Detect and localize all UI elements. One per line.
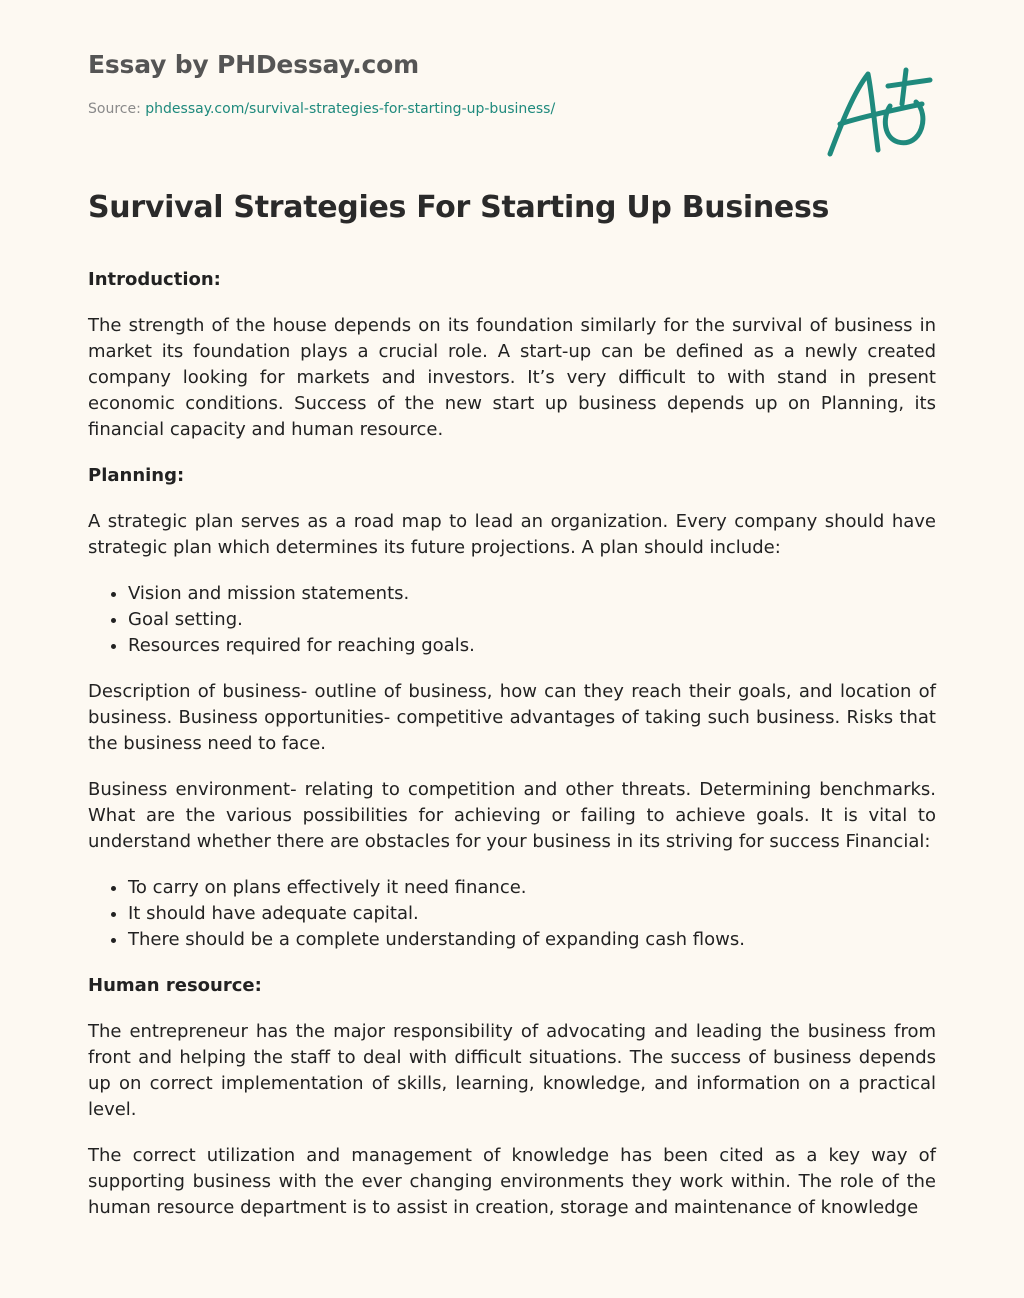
list-item: • There should be a complete understanding of expanding cash flows. <box>128 927 936 953</box>
list-item: • It should have adequate capital. <box>128 901 936 927</box>
heading-human-resource: Human resource: <box>88 975 262 996</box>
a-plus-logo-icon <box>818 62 938 167</box>
paragraph-planning-2: Description of business- outline of business, how can they reach their goals, and location of business. Business opportunities- competitive advantages of taking such business. Risks that the business need to face. <box>88 681 936 754</box>
paragraph-hr-2: The correct utilization and management of knowledge has been cited as a key way of supporting business with the ever changing environments they work within. The role of the human resource department is to assist in creation, storage and maintenance of knowledge <box>88 1145 936 1218</box>
paragraph-hr-1: The entrepreneur has the major responsibility of advocating and leading the business from front and helping the staff to deal with difficult situations. The success of business depends up on correct implementation of skills, learning, knowledge, and information on a practical level. <box>88 1021 936 1120</box>
source-label: Source: <box>88 101 146 117</box>
list-item: • To carry on plans effectively it need finance. <box>128 875 936 901</box>
paragraph-planning-1: A strategic plan serves as a road map to lead an organization. Every company should have strategic plan which determines its future projections. A plan should include: <box>88 511 936 558</box>
plan-list <box>88 581 936 659</box>
paragraph-intro: The strength of the house depends on its foundation similarly for the survival of business in market its foundation plays a crucial role. A start-up can be defined as a newly created company looking for markets and investors. It’s very difficult to with stand in present economic conditions. Success of the new start up business depends up on Planning, its financial capacity and human resource. <box>88 315 936 440</box>
essay-body <box>88 267 936 1241</box>
source-line <box>88 101 555 117</box>
heading-planning: Planning: <box>88 465 185 486</box>
finance-list <box>88 875 936 953</box>
list-item: • Goal setting. <box>128 607 936 633</box>
essay-title: Survival Strategies For Starting Up Business <box>88 190 830 225</box>
list-item: • Resources required for reaching goals. <box>128 633 936 659</box>
list-item: • Vision and mission statements. <box>128 581 936 607</box>
heading-introduction: Introduction: <box>88 269 221 290</box>
site-brand[interactable]: Essay by PHDessay.com <box>88 50 419 79</box>
paragraph-planning-3: Business environment- relating to competition and other threats. Determining benchmarks. What are the various possibilities for achieving or failing to achieve goals. It is vital to understand whether there are obstacles for your business in its striving for success Financial: <box>88 779 936 852</box>
source-link[interactable]: phdessay.com/survival-strategies-for-starting-up-business/ <box>145 101 556 117</box>
